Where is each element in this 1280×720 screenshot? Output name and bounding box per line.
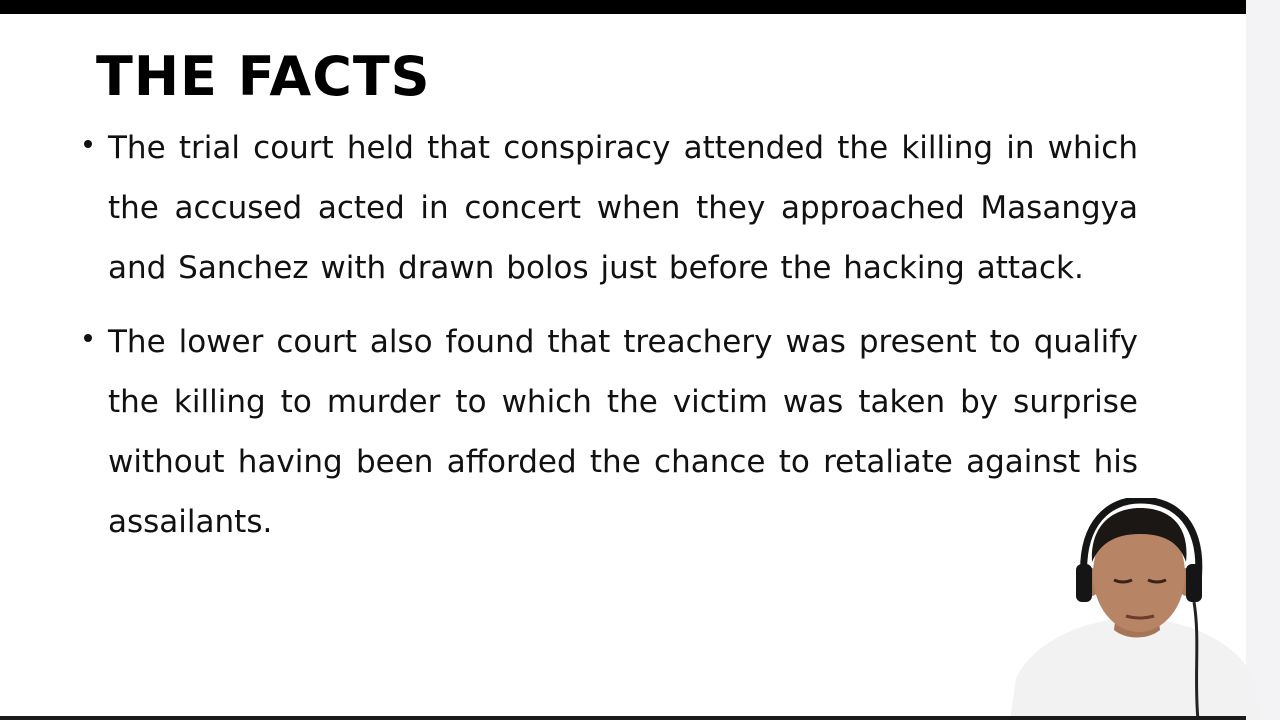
bullet-dot-icon (84, 334, 92, 342)
bullet-text: The trial court held that conspiracy attended the killing in which the accused acted in concert when they approached Masangya and Sanchez with drawn bolos just before the hacking attack. (108, 130, 1138, 286)
bullet-item (84, 118, 1138, 298)
slide-title: THE FACTS (96, 45, 431, 108)
bottom-black-line (0, 716, 1246, 720)
presenter-icon (1010, 498, 1260, 720)
presenter-webcam-overlay (1010, 498, 1260, 720)
bullet-item (84, 312, 1138, 552)
top-black-bar (0, 0, 1246, 14)
bullet-dot-icon (84, 140, 92, 148)
bullet-text: The lower court also found that treachery was present to qualify the killing to murder to which the victim was taken by surprise without having been afforded the chance to retaliate against his assailants. (108, 324, 1138, 540)
bullet-list (84, 118, 1138, 566)
